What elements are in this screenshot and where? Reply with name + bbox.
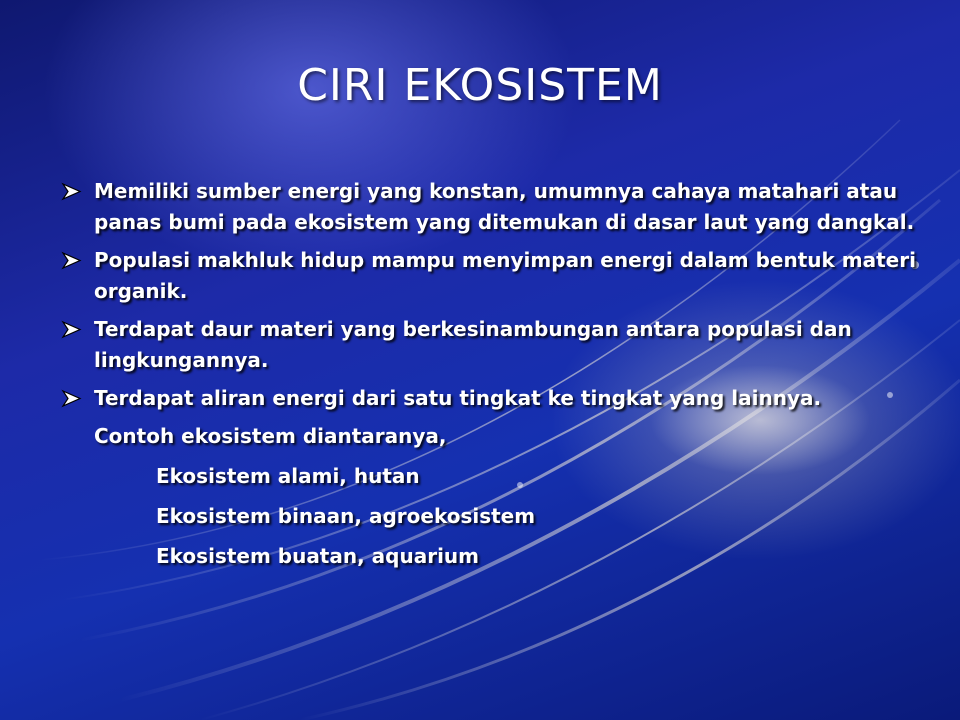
bullet-item xyxy=(60,176,920,238)
bullet-item xyxy=(60,314,920,376)
example-item: Ekosistem binaan, agroekosistem xyxy=(156,504,536,528)
slide-title: CIRI EKOSISTEM xyxy=(297,60,663,111)
example-item: Ekosistem buatan, aquarium xyxy=(156,544,480,568)
slide-content xyxy=(60,176,920,572)
arrow-bullet-icon xyxy=(60,176,84,207)
examples-intro: Contoh ekosistem diantaranya, xyxy=(94,424,447,448)
arrow-bullet-icon xyxy=(60,383,84,414)
bullet-text: Terdapat aliran energi dari satu tingkat ke tingkat yang lainnya. xyxy=(94,386,822,410)
arrow-bullet-icon xyxy=(60,314,84,345)
bullet-text: Populasi makhluk hidup mampu menyimpan energi dalam bentuk materi organik. xyxy=(94,248,916,303)
bullet-text: Memiliki sumber energi yang konstan, umumnya cahaya matahari atau panas bumi pada ekosistem yang ditemukan di dasar laut yang dangkal. xyxy=(94,179,915,234)
bullet-item xyxy=(60,245,920,307)
bullet-item xyxy=(60,383,920,414)
arrow-bullet-icon xyxy=(60,245,84,276)
bullet-text: Terdapat daur materi yang berkesinambungan antara populasi dan lingkungannya. xyxy=(94,317,852,372)
example-item: Ekosistem alami, hutan xyxy=(156,464,420,488)
